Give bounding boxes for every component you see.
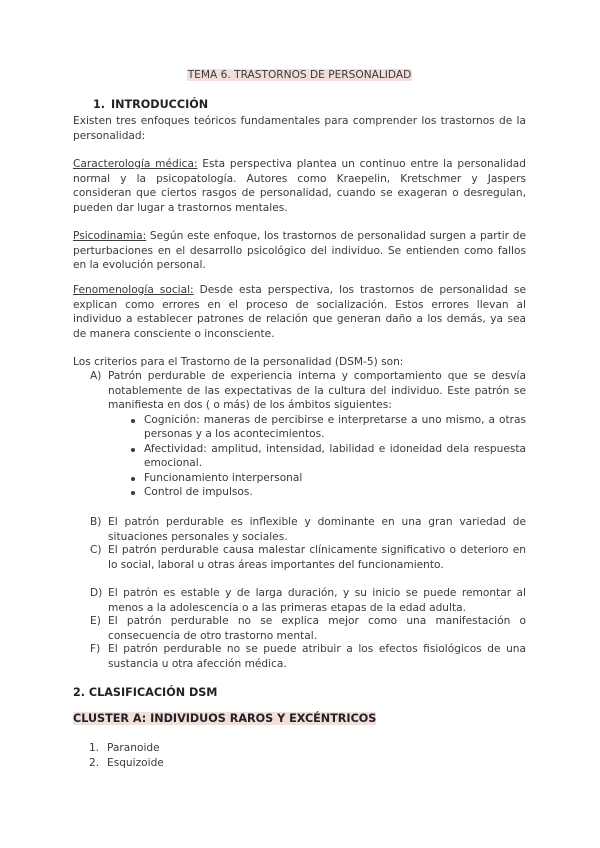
list-item: 1. Paranoide (89, 742, 160, 754)
intro-paragraph: Existen tres enfoques teóricos fundamentales para comprender los trastornos de la personalidad: (73, 115, 526, 142)
criterion-e: E) El patrón perdurable no se explica mejor como una manifestación o consecuencia de otro trastorno mental. (90, 615, 526, 642)
area-item: Funcionamiento interpersonal (73, 471, 526, 486)
approach-psicodinamia: Psicodinamia: Según este enfoque, los trastornos de personalidad surgen a partir de perturbaciones en el desarrollo psicológico del individuo. Se entienden como fallos en la evolución personal. (73, 230, 526, 271)
list-item: 2. Esquizoide (89, 756, 164, 769)
area-item: Afectividad: amplitud, intensidad, labilidad e idoneidad dela respuesta emocional. (73, 442, 526, 471)
approach-fenomenologia: Fenomenología social: Desde esta perspectiva, los trastornos de personalidad se explican como errores en el proceso de socialización. Estos errores llevan al individuo a establecer patrones de relación que generan daño a los demás, ya sea de manera consciente o inconsciente. (73, 284, 526, 340)
criterion-d: D) El patrón es estable y de larga duración, y su inicio se puede remontar al menos a la adolescencia o a las primeras etapas de la edad adulta. (90, 587, 526, 614)
criteria-intro: Los criterios para el Trastorno de la personalidad (DSM-5) son: (73, 356, 404, 368)
criterion-a: A) Patrón perdurable de experiencia interna y comportamiento que se desvía notablemente de las expectativas de la cultura del individuo. Este patrón se manifiesta en dos ( o más) de los ámbitos siguientes: Cognición: maneras de percibirse e interpretarse a uno mismo, a otras personas y a los acontecimientos. Afectividad: amplitud, intensidad, labilidad e idoneidad dela respuesta emocional. Funcionamiento interpersonal Control de impulsos. (73, 369, 526, 500)
cluster-a-heading: CLUSTER A: INDIVIDUOS RAROS Y EXCÉNTRICOS (73, 712, 377, 725)
section-heading-introduccion: 1. INTRODUCCIÓN (93, 98, 209, 111)
criterion-b: B) El patrón perdurable es inflexible y dominante en una gran variedad de situaciones personales y sociales. (90, 516, 526, 543)
areas-list (73, 413, 526, 500)
section-heading-clasificacion: 2. CLASIFICACIÓN DSM (73, 686, 218, 699)
criterion-c: C) El patrón perdurable causa malestar clínicamente significativo o deterioro en lo social, laboral u otras áreas importantes del funcionamiento. (90, 544, 526, 571)
approach-caracterologia: Caracterología médica: Esta perspectiva plantea un continuo entre la personalidad normal y la psicopatología. Autores como Kraepelin, Kretschmer y Jaspers consideran que ciertos rasgos de personalidad, cuando se exageran o desregulan, pueden dar lugar a trastornos mentales. (73, 158, 526, 214)
cluster-a-list (73, 741, 164, 770)
document-title: TEMA 6. TRASTORNOS DE PERSONALIDAD (187, 69, 412, 81)
criterion-f: F) El patrón perdurable no se puede atribuir a los efectos fisiológicos de una sustancia u otra afección médica. (90, 643, 526, 670)
area-item: Cognición: maneras de percibirse e interpretarse a uno mismo, a otras personas y a los acontecimientos. (73, 413, 526, 442)
area-item: Control de impulsos. (73, 485, 526, 500)
